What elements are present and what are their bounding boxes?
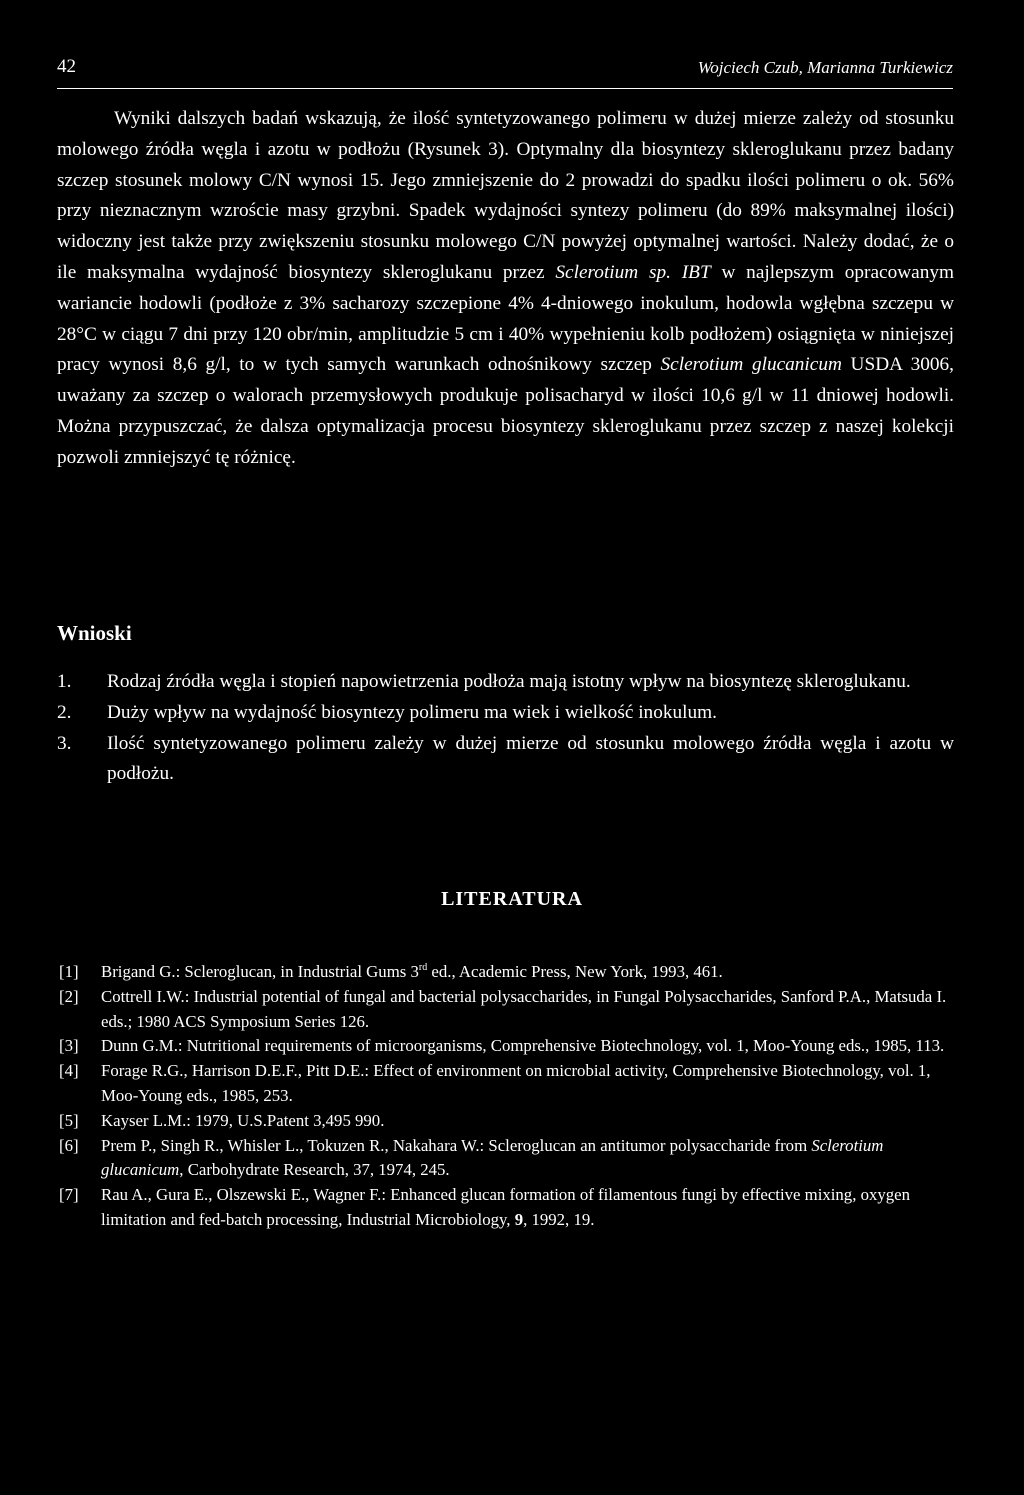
- reference-text: , 1992, 19.: [523, 1209, 595, 1229]
- literature-heading: LITERATURA: [441, 888, 583, 910]
- reference-number: [3]: [59, 1036, 79, 1056]
- conclusion-text: Rodzaj źródła węgla i stopień napowietrzenia podłoża mają istotny wpływ na biosyntezę skleroglukanu.: [107, 671, 911, 692]
- page-number: 42: [57, 56, 76, 77]
- conclusion-number: 3.: [57, 732, 72, 754]
- reference-item: [57, 1109, 957, 1134]
- species-name: Sclerotium glucanicum: [660, 354, 842, 376]
- reference-text: Brigand G.: Scleroglucan, in Industrial Gums 3: [101, 962, 419, 981]
- reference-number: [1]: [59, 962, 79, 981]
- conclusion-number: 1.: [57, 671, 72, 692]
- reference-text: Dunn G.M.: Nutritional requirements of microorganisms, Comprehensive Biotechnology, vol. 1, Moo-Young eds., 1985, 113.: [101, 1036, 945, 1056]
- species-name: Sclerotium sp. IBT: [555, 261, 711, 283]
- reference-text: Rau A., Gura E., Olszewski E., Wagner F.: Enhanced glucan formation of filamentous fungi by effective mixing, oxygen limitation and fed-batch processing, Industrial Microbiology,: [101, 1185, 910, 1229]
- species-name: Sclerotium glucanicum: [101, 1135, 884, 1180]
- reference-number: [5]: [59, 1110, 79, 1130]
- conclusions-heading: Wnioski: [57, 621, 132, 645]
- reference-item: [57, 960, 957, 985]
- reference-text: Prem P., Singh R., Whisler L., Tokuzen R., Nakahara W.: Scleroglucan an antitumor polysaccharide from: [101, 1135, 812, 1155]
- reference-number: [6]: [59, 1135, 79, 1155]
- reference-item: [57, 1034, 957, 1059]
- conclusion-text: Duży wpływ na wydajność biosyntezy polimeru ma wiek i wielkość inokulum.: [107, 701, 717, 723]
- reference-number: [2]: [59, 986, 79, 1006]
- paragraph-text: USDA 3006, uważany za szczep o walorach przemysłowych produkuje polisacharyd w ilości 10,6 g/l w 11 dniowej hodowli. Można przypuszczać, że dalsza optymalizacja procesu biosyntezy skleroglukanu przez szczep z naszej kolekcji pozwoli zmniejszyć tę różnicę.: [57, 354, 954, 468]
- conclusions-list: [57, 667, 954, 790]
- reference-item: [57, 1059, 957, 1109]
- reference-list: [57, 960, 957, 1233]
- reference-number: [4]: [59, 1061, 79, 1081]
- paragraph-text: Wyniki dalszych badań wskazują, że ilość syntetyzowanego polimeru w dużej mierze zależy od stosunku molowego źródła węgla i azotu w podłożu (Rysunek 3). Optymalny dla biosyntezy skleroglukanu przez badany szczep stosunek molowy C/N wynosi 15. Jego zmniejszenie do 2 prowadzi do spadku ilości polimeru o ok. 56% przy nieznacznym wzroście masy grzybni. Spadek wydajności syntezy polimeru (do 89% maksymalnej ilości) widoczny jest także przy zwiększeniu stosunku molowego C/N powyżej optymalnej wartości. Należy dodać, że o ile maksymalna wydajność biosyntezy skleroglukanu przez: [57, 108, 954, 283]
- reference-item: [57, 1134, 957, 1184]
- volume-number: 9: [514, 1209, 524, 1229]
- reference-text: , Carbohydrate Research, 37, 1974, 245.: [179, 1160, 450, 1180]
- reference-number: [7]: [59, 1185, 79, 1205]
- conclusion-item: [57, 729, 954, 791]
- reference-text: Forage R.G., Harrison D.E.F., Pitt D.E.: Effect of environment on microbial activity, Comprehensive Biotechnology, vol. 1, Moo-Young eds., 1985, 253.: [101, 1061, 931, 1105]
- reference-text: Cottrell I.W.: Industrial potential of fungal and bacterial polysaccharides, in Fungal Polysaccharides, Sanford P.A., Matsuda I. eds.; 1980 ACS Symposium Series 126.: [101, 986, 947, 1031]
- paragraph-text: w najlepszym opracowanym wariancie hodowli (podłoże z 3% sacharozy szczepione 4% 4-dniowego inokulum, hodowla wgłębna szczepu w 28°C w ciągu 7 dni przy 120 obr/min, amplitudzie 5 cm i 40% wypełnieniu kolb podłożem) osiągnięta w niniejszej pracy wynosi 8,6 g/l, to w tych samych warunkach odnośnikowy szczep: [57, 261, 954, 376]
- reference-text: ed., Academic Press, New York, 1993, 461.: [427, 962, 723, 981]
- reference-item: [57, 1183, 957, 1233]
- conclusion-text: Ilość syntetyzowanego polimeru zależy w dużej mierze od stosunku molowego źródła węgla i azotu w podłożu.: [107, 732, 954, 785]
- superscript: rd: [418, 962, 428, 973]
- running-head-authors: Wojciech Czub, Marianna Turkiewicz: [697, 58, 953, 77]
- conclusion-item: [57, 667, 954, 698]
- reference-item: [57, 985, 957, 1035]
- reference-text: Kayser L.M.: 1979, U.S.Patent 3,495 990.: [101, 1110, 385, 1130]
- page-header: [57, 56, 953, 89]
- results-paragraph: [57, 104, 954, 474]
- conclusion-item: [57, 698, 954, 729]
- conclusion-number: 2.: [57, 701, 72, 723]
